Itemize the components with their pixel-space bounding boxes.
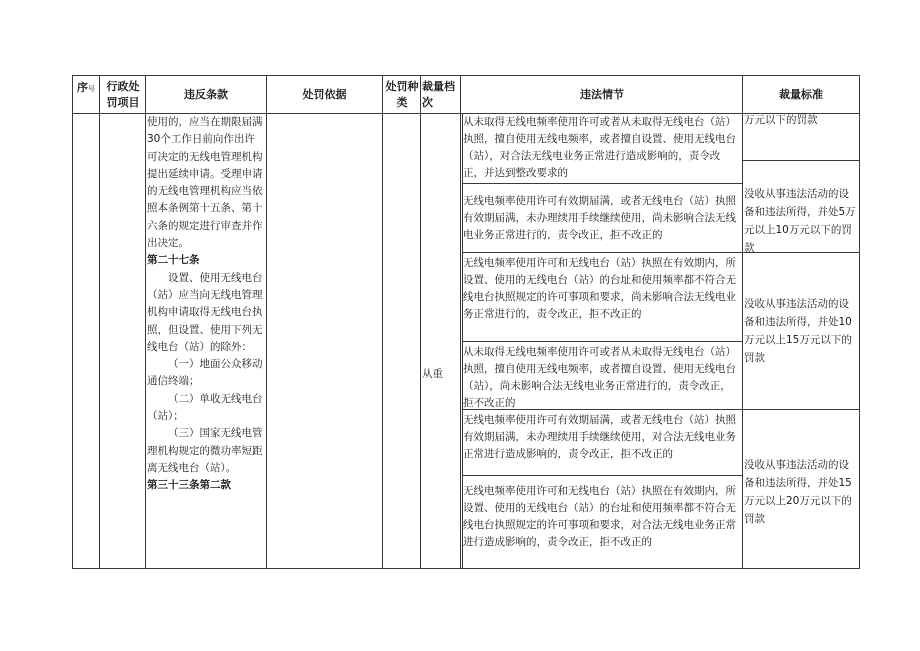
standard-2: 没收从事违法活动的设备和违法所得，并处5万元以上10万元以下的罚款 bbox=[744, 188, 856, 254]
clause-paragraph: 设置、使用无线电台（站）应当向无线电管理机构申请取得无线电台执照，但设置、使用下列无线电台（站）的除外： bbox=[147, 271, 263, 353]
circumstance-1: 从未取得无线电频率使用许可或者从未取得无线电台（站）执照，擅自使用无线电频率，或者擅自设置、使用无线电台（站），对合法无线电业务正常进行造成影响的，责令改正，并达到整改要求的 bbox=[463, 116, 736, 179]
circumstance-3: 无线电频率使用许可和无线电台（站）执照在有效期内，所设置、使用的无线电台（站）的台址和使用频率都不符合无线电台执照规定的许可事项和要求，尚未影响合法无线电业务正常进行的，责令改正，拒不改正的 bbox=[463, 257, 736, 320]
clause-article-heading: 第三十三条第二款 bbox=[147, 479, 231, 492]
column-divider bbox=[420, 75, 421, 569]
standard-4: 没收从事违法活动的设备和违法所得，并处15万元以上20万元以下的罚款 bbox=[744, 459, 852, 525]
circumstance-4: 从未取得无线电频率使用许可或者从未取得无线电台（站）执照，擅自使用无线电频率，或者擅自设置、使用无线电台（站），尚未影响合法无线电业务正常进行的，责令改正，拒不改正的 bbox=[463, 346, 736, 409]
column-divider bbox=[145, 75, 146, 569]
circumstance-2: 无线电频率使用许可有效期届满，或者无线电台（站）执照有效期届满，未办理续用手续继续使用，尚未影响合法无线电业务正常进行的，责令改正，拒不改正的 bbox=[463, 195, 736, 241]
header-item: 行政处罚项目 bbox=[106, 80, 140, 109]
clause-paragraph: 使用的，应当在期限届满30个工作日前向作出许可决定的无线电管理机构提出延续申请。受理申请的无线电管理机构应当依照本条例第十五条、第十六条的规定进行审查并作出决定。 bbox=[147, 116, 263, 250]
row-divider bbox=[462, 341, 742, 342]
row-divider bbox=[462, 475, 742, 476]
column-divider bbox=[742, 75, 743, 569]
level-value: 从重 bbox=[422, 368, 443, 380]
circumstance-6: 无线电频率使用许可和无线电台（站）执照在有效期内，所设置、使用的无线电台（站）的台址和使用频率都不符合无线电台执照规定的许可事项和要求，对合法无线电业务正常进行造成影响的，责令改正，拒不改正的 bbox=[463, 485, 736, 548]
header-seq bbox=[73, 80, 99, 97]
table-right-border bbox=[859, 75, 860, 569]
clause-text bbox=[147, 114, 265, 495]
column-divider bbox=[266, 75, 267, 569]
header-circumstance: 违法情节 bbox=[580, 88, 624, 101]
header-clause: 违反条款 bbox=[184, 88, 228, 101]
header-seq-text: 序 bbox=[77, 81, 88, 94]
circumstance-5: 无线电频率使用许可有效期届满，或者无线电台（站）执照有效期届满，未办理续用手续继续使用，对合法无线电业务正常进行造成影响的，责令改正，拒不改正的 bbox=[463, 414, 736, 460]
clause-list-item: （一）地面公众移动通信终端； bbox=[147, 358, 263, 388]
table-left-border bbox=[72, 75, 73, 569]
clause-list-item: （三）国家无线电管理机构规定的微功率短距离无线电台（站）。 bbox=[147, 427, 263, 474]
column-divider bbox=[460, 75, 461, 569]
clause-article-heading: 第二十七条 bbox=[147, 254, 200, 267]
standard-1: 万元以下的罚款 bbox=[744, 114, 818, 126]
clause-list-item: （二）单收无线电台（站）； bbox=[147, 392, 263, 423]
header-basis: 处罚依据 bbox=[302, 88, 347, 101]
header-level: 裁量档次 bbox=[422, 80, 455, 109]
header-standard: 裁量标准 bbox=[779, 88, 823, 101]
row-divider bbox=[742, 160, 860, 161]
column-divider bbox=[382, 75, 383, 569]
header-kind: 处罚种类 bbox=[385, 80, 419, 109]
row-divider bbox=[462, 183, 742, 184]
header-seq-mark: 号 bbox=[88, 85, 95, 93]
standard-3: 没收从事违法活动的设备和违法所得，并处10万元以上15万元以下的罚款 bbox=[744, 298, 852, 364]
column-divider bbox=[99, 75, 100, 569]
